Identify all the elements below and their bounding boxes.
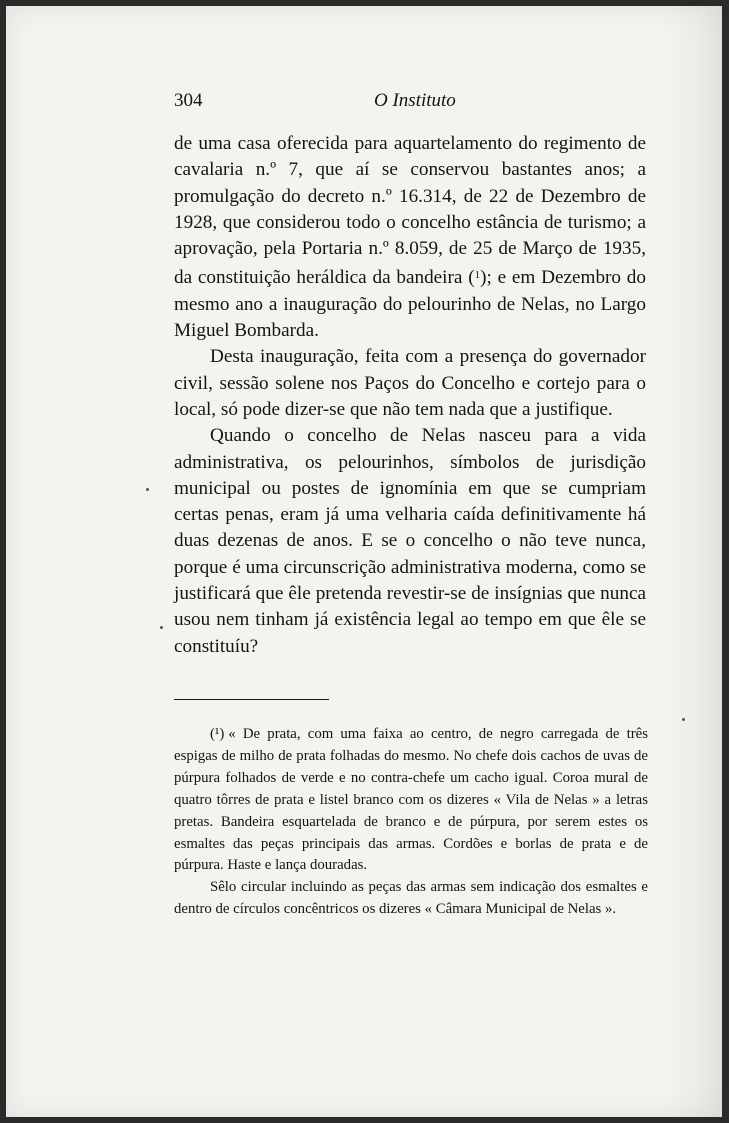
main-text — [174, 131, 646, 660]
footnotes — [174, 724, 648, 921]
running-title: O Instituto — [374, 90, 456, 111]
paragraph-1-text: de uma casa oferecida para aquartelamento do regimento de cavalaria n.º 7, que aí se conservou bastantes anos; a promulgação do decreto n.º 16.314, de 22 de Dezembro de 1928, que considerou todo o concelho estância de turismo; a aprovação, pela Portaria n.º 8.059, de 25 de Março de 1935, da constituição heráldica da bandeira ( — [174, 133, 646, 289]
footnote-1-text: « De prata, com uma faixa ao centro, de negro carregada de três espigas de milho de prata folhadas do mesmo. No chefe dois cachos de uvas de púrpura folhados de verde e no contra-chefe um cacho igual. Coroa mural de quatro tôrres de prata e listel branco com os dizeres « Vila de Nelas » a letras pretas. Bandeira esquartelada de branco e de púrpura, por serem estes os esmaltes das peças principais das armas. Cordões e borlas de prata e de púrpura. Haste e lança douradas. — [174, 726, 648, 874]
paragraph-1-continuation: ); e em Dezembro do mesmo ano a inauguração do pelourinho de Nelas, no Largo Miguel Bombarda. — [174, 267, 646, 342]
footnote-1 — [174, 724, 648, 877]
scan-speck — [682, 718, 685, 721]
footnote-reference: 1 — [474, 269, 481, 282]
running-head — [174, 90, 650, 118]
scan-speck — [160, 626, 163, 629]
paragraph-2: Desta inauguração, feita com a presença do governador civil, sessão solene nos Paços do Concelho e cortejo para o local, só pode dizer-se que não tem nada que a justifique. — [174, 346, 646, 420]
paragraph-1 — [174, 131, 646, 344]
scan-speck — [146, 488, 149, 491]
footnote-1-continuation: Sêlo circular incluindo as peças das armas sem indicação dos esmaltes e dentro de círculos concêntricos os dizeres « Câmara Municipal de Nelas ». — [174, 879, 648, 918]
paragraph-3: Quando o concelho de Nelas nasceu para a vida administrativa, os pelourinhos, símbolos de jurisdição municipal ou postes de ignomínia em que se cumpriam certas penas, eram já uma velharia caída definitivamente há duas dezenas de anos. E se o concelho o não teve nunca, porque é uma circunscrição administrativa moderna, como se justificará que êle pretenda revestir-se de insígnias que nunca usou nem tinham já existência legal ao tempo em que êle se constituíu? — [174, 425, 646, 657]
footnote-separator — [174, 699, 329, 700]
book-page — [6, 6, 722, 1117]
page-number: 304 — [174, 90, 203, 111]
footnote-marker: (¹) — [210, 726, 225, 742]
